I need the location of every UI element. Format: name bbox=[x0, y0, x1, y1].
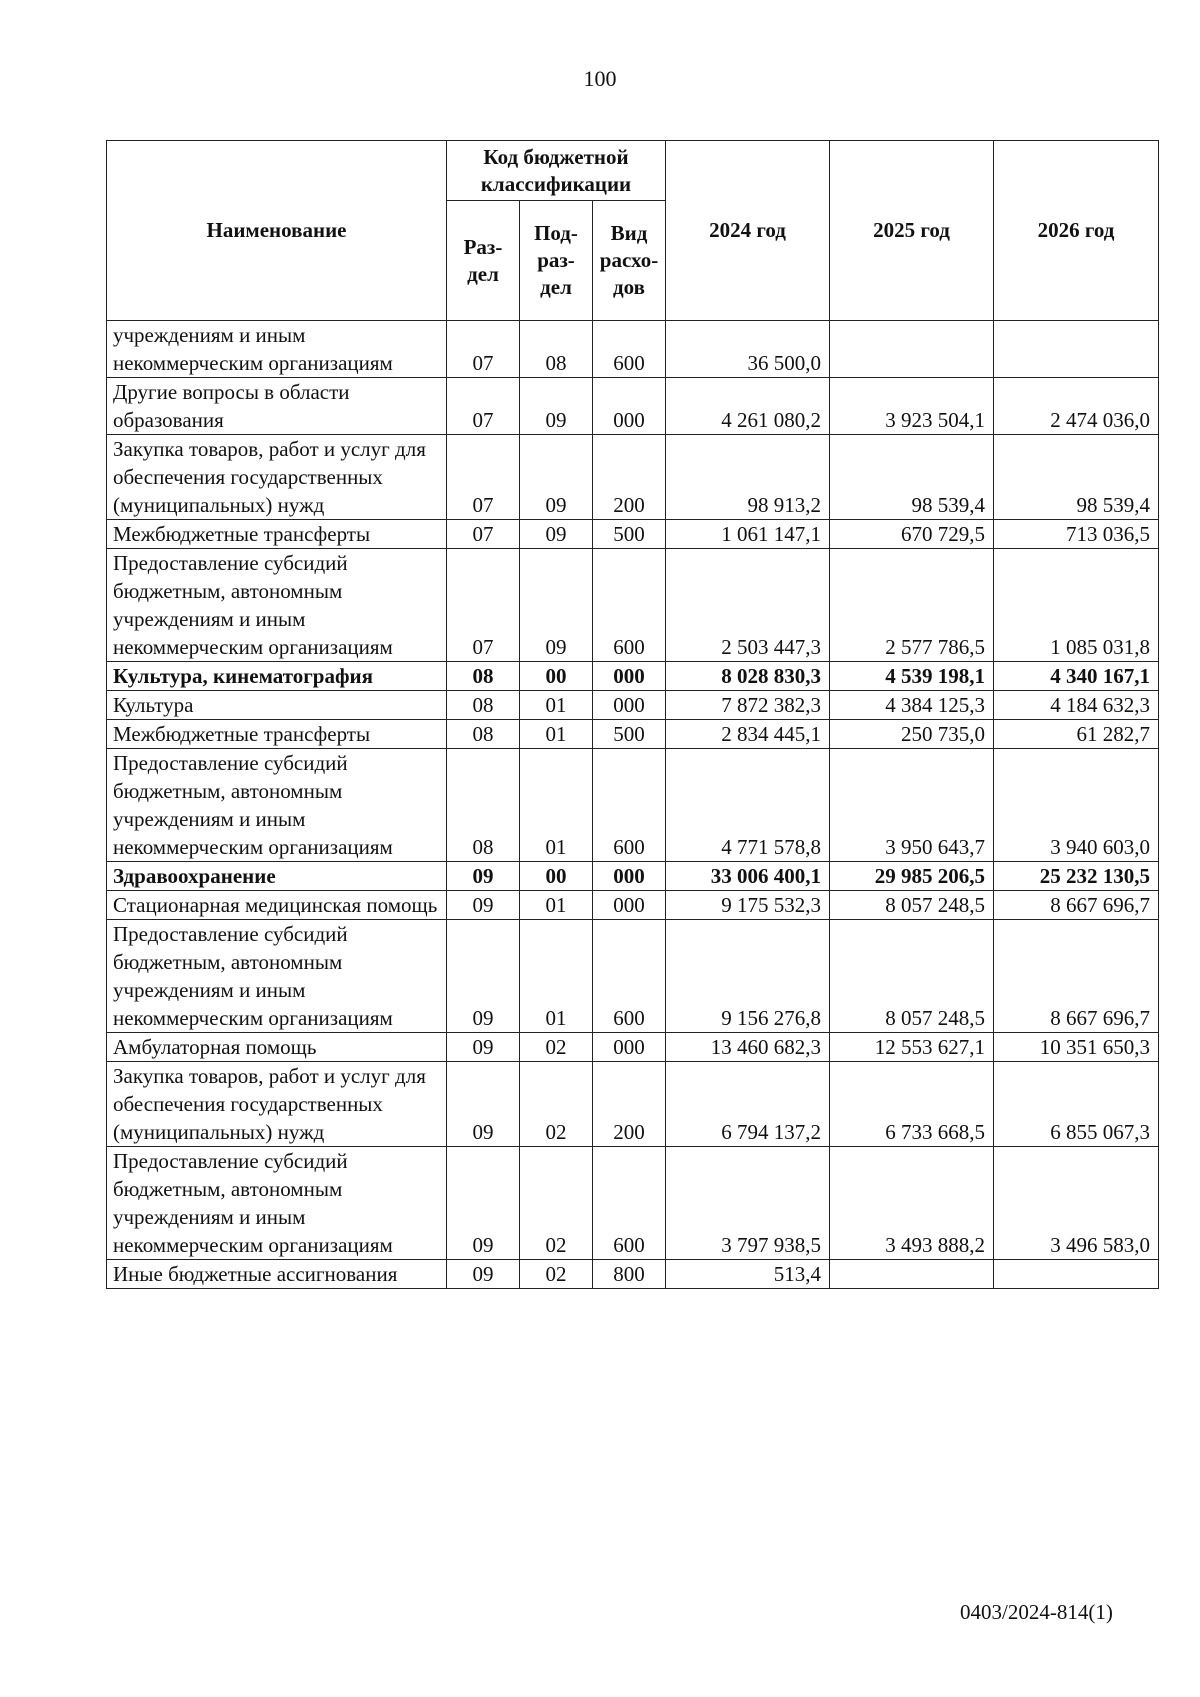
row-podrazdel: 09 bbox=[520, 549, 593, 662]
page-number: 100 bbox=[583, 66, 617, 91]
table-row bbox=[107, 691, 1159, 720]
row-name: учреждениям и иным некоммерческим организациям bbox=[107, 321, 447, 378]
row-razdel: 09 bbox=[447, 891, 520, 920]
table-row bbox=[107, 891, 1159, 920]
row-value-2024: 98 913,2 bbox=[666, 435, 830, 520]
row-razdel: 09 bbox=[447, 1147, 520, 1260]
row-name: Закупка товаров, работ и услуг для обеспечения государственных (муниципальных) нужд bbox=[107, 435, 447, 520]
row-value-2025 bbox=[830, 321, 994, 378]
row-value-2024: 513,4 bbox=[666, 1260, 830, 1289]
row-podrazdel: 02 bbox=[520, 1033, 593, 1062]
row-value-2024: 2 834 445,1 bbox=[666, 720, 830, 749]
row-name: Стационарная медицинская помощь bbox=[107, 891, 447, 920]
table-row bbox=[107, 520, 1159, 549]
row-vid: 000 bbox=[593, 691, 666, 720]
row-razdel: 07 bbox=[447, 435, 520, 520]
row-podrazdel: 01 bbox=[520, 720, 593, 749]
row-vid: 000 bbox=[593, 1033, 666, 1062]
row-value-2026: 4 340 167,1 bbox=[994, 662, 1159, 691]
row-vid: 000 bbox=[593, 862, 666, 891]
row-value-2024: 13 460 682,3 bbox=[666, 1033, 830, 1062]
table-row bbox=[107, 378, 1159, 435]
row-razdel: 08 bbox=[447, 749, 520, 862]
row-value-2026: 2 474 036,0 bbox=[994, 378, 1159, 435]
row-podrazdel: 09 bbox=[520, 378, 593, 435]
row-value-2024: 4 261 080,2 bbox=[666, 378, 830, 435]
table-row bbox=[107, 749, 1159, 862]
row-value-2025: 8 057 248,5 bbox=[830, 891, 994, 920]
table-row bbox=[107, 662, 1159, 691]
table-row bbox=[107, 1033, 1159, 1062]
row-vid: 000 bbox=[593, 378, 666, 435]
row-podrazdel: 09 bbox=[520, 520, 593, 549]
row-value-2024: 2 503 447,3 bbox=[666, 549, 830, 662]
table-row bbox=[107, 1147, 1159, 1260]
row-value-2025: 98 539,4 bbox=[830, 435, 994, 520]
row-razdel: 07 bbox=[447, 549, 520, 662]
row-razdel: 08 bbox=[447, 720, 520, 749]
row-value-2026: 98 539,4 bbox=[994, 435, 1159, 520]
row-razdel: 09 bbox=[447, 862, 520, 891]
table-row bbox=[107, 1062, 1159, 1147]
budget-table bbox=[106, 140, 1159, 1289]
row-vid: 000 bbox=[593, 891, 666, 920]
table-row bbox=[107, 862, 1159, 891]
row-vid: 600 bbox=[593, 549, 666, 662]
row-value-2026: 1 085 031,8 bbox=[994, 549, 1159, 662]
table-row bbox=[107, 720, 1159, 749]
row-vid: 000 bbox=[593, 662, 666, 691]
header-vid: Вид расхо-дов bbox=[593, 201, 666, 321]
row-value-2025: 6 733 668,5 bbox=[830, 1062, 994, 1147]
row-razdel: 07 bbox=[447, 321, 520, 378]
table-body bbox=[107, 321, 1159, 1289]
row-value-2025: 29 985 206,5 bbox=[830, 862, 994, 891]
row-name: Предоставление субсидий бюджетным, автономным учреждениям и иным некоммерческим организациям bbox=[107, 1147, 447, 1260]
row-name: Закупка товаров, работ и услуг для обеспечения государственных (муниципальных) нужд bbox=[107, 1062, 447, 1147]
row-value-2026 bbox=[994, 1260, 1159, 1289]
row-podrazdel: 01 bbox=[520, 920, 593, 1033]
row-value-2024: 9 156 276,8 bbox=[666, 920, 830, 1033]
row-razdel: 09 bbox=[447, 1062, 520, 1147]
header-code-group: Код бюджетной классификации bbox=[447, 141, 666, 201]
row-podrazdel: 08 bbox=[520, 321, 593, 378]
row-podrazdel: 01 bbox=[520, 691, 593, 720]
row-value-2024: 6 794 137,2 bbox=[666, 1062, 830, 1147]
row-value-2026: 8 667 696,7 bbox=[994, 920, 1159, 1033]
row-value-2026: 6 855 067,3 bbox=[994, 1062, 1159, 1147]
row-vid: 500 bbox=[593, 520, 666, 549]
row-name: Культура bbox=[107, 691, 447, 720]
row-value-2025: 670 729,5 bbox=[830, 520, 994, 549]
row-name: Иные бюджетные ассигнования bbox=[107, 1260, 447, 1289]
row-name: Амбулаторная помощь bbox=[107, 1033, 447, 1062]
row-value-2026: 25 232 130,5 bbox=[994, 862, 1159, 891]
row-value-2024: 36 500,0 bbox=[666, 321, 830, 378]
row-value-2026 bbox=[994, 321, 1159, 378]
table-row bbox=[107, 1260, 1159, 1289]
row-name: Межбюджетные трансферты bbox=[107, 720, 447, 749]
row-razdel: 08 bbox=[447, 691, 520, 720]
row-vid: 600 bbox=[593, 749, 666, 862]
row-value-2026: 713 036,5 bbox=[994, 520, 1159, 549]
row-name: Предоставление субсидий бюджетным, автономным учреждениям и иным некоммерческим организациям bbox=[107, 549, 447, 662]
row-name: Предоставление субсидий бюджетным, автономным учреждениям и иным некоммерческим организациям bbox=[107, 749, 447, 862]
row-vid: 600 bbox=[593, 321, 666, 378]
row-podrazdel: 01 bbox=[520, 891, 593, 920]
row-name: Предоставление субсидий бюджетным, автономным учреждениям и иным некоммерческим организациям bbox=[107, 920, 447, 1033]
header-2024: 2024 год bbox=[666, 141, 830, 321]
row-razdel: 09 bbox=[447, 1260, 520, 1289]
row-podrazdel: 02 bbox=[520, 1260, 593, 1289]
row-value-2024: 7 872 382,3 bbox=[666, 691, 830, 720]
row-value-2025: 3 493 888,2 bbox=[830, 1147, 994, 1260]
table-row bbox=[107, 920, 1159, 1033]
row-podrazdel: 02 bbox=[520, 1147, 593, 1260]
row-vid: 200 bbox=[593, 435, 666, 520]
row-vid: 600 bbox=[593, 1147, 666, 1260]
table-row bbox=[107, 321, 1159, 378]
row-value-2024: 4 771 578,8 bbox=[666, 749, 830, 862]
header-2025: 2025 год bbox=[830, 141, 994, 321]
row-value-2026: 4 184 632,3 bbox=[994, 691, 1159, 720]
header-2026: 2026 год bbox=[994, 141, 1159, 321]
row-value-2025: 4 384 125,3 bbox=[830, 691, 994, 720]
row-razdel: 07 bbox=[447, 378, 520, 435]
row-value-2024: 3 797 938,5 bbox=[666, 1147, 830, 1260]
row-name: Другие вопросы в области образования bbox=[107, 378, 447, 435]
row-value-2024: 9 175 532,3 bbox=[666, 891, 830, 920]
row-value-2024: 1 061 147,1 bbox=[666, 520, 830, 549]
row-razdel: 07 bbox=[447, 520, 520, 549]
row-podrazdel: 09 bbox=[520, 435, 593, 520]
document-code: 0403/2024-814(1) bbox=[960, 1600, 1113, 1624]
row-razdel: 08 bbox=[447, 662, 520, 691]
row-value-2025 bbox=[830, 1260, 994, 1289]
row-value-2025: 3 923 504,1 bbox=[830, 378, 994, 435]
row-value-2025: 2 577 786,5 bbox=[830, 549, 994, 662]
table-row bbox=[107, 549, 1159, 662]
row-name: Межбюджетные трансферты bbox=[107, 520, 447, 549]
row-vid: 600 bbox=[593, 920, 666, 1033]
row-value-2025: 4 539 198,1 bbox=[830, 662, 994, 691]
row-value-2024: 33 006 400,1 bbox=[666, 862, 830, 891]
row-value-2026: 10 351 650,3 bbox=[994, 1033, 1159, 1062]
row-vid: 500 bbox=[593, 720, 666, 749]
row-value-2026: 61 282,7 bbox=[994, 720, 1159, 749]
row-value-2025: 250 735,0 bbox=[830, 720, 994, 749]
header-name: Наименование bbox=[107, 141, 447, 321]
row-value-2025: 3 950 643,7 bbox=[830, 749, 994, 862]
row-name: Здравоохранение bbox=[107, 862, 447, 891]
row-razdel: 09 bbox=[447, 1033, 520, 1062]
row-podrazdel: 00 bbox=[520, 862, 593, 891]
row-value-2026: 3 496 583,0 bbox=[994, 1147, 1159, 1260]
header-podrazdel: Под-раз-дел bbox=[520, 201, 593, 321]
row-podrazdel: 00 bbox=[520, 662, 593, 691]
row-vid: 200 bbox=[593, 1062, 666, 1147]
row-value-2024: 8 028 830,3 bbox=[666, 662, 830, 691]
row-vid: 800 bbox=[593, 1260, 666, 1289]
row-podrazdel: 02 bbox=[520, 1062, 593, 1147]
row-name: Культура, кинематография bbox=[107, 662, 447, 691]
row-podrazdel: 01 bbox=[520, 749, 593, 862]
row-value-2026: 8 667 696,7 bbox=[994, 891, 1159, 920]
row-value-2026: 3 940 603,0 bbox=[994, 749, 1159, 862]
row-razdel: 09 bbox=[447, 920, 520, 1033]
header-razdel: Раз-дел bbox=[447, 201, 520, 321]
row-value-2025: 8 057 248,5 bbox=[830, 920, 994, 1033]
row-value-2025: 12 553 627,1 bbox=[830, 1033, 994, 1062]
table-row bbox=[107, 435, 1159, 520]
